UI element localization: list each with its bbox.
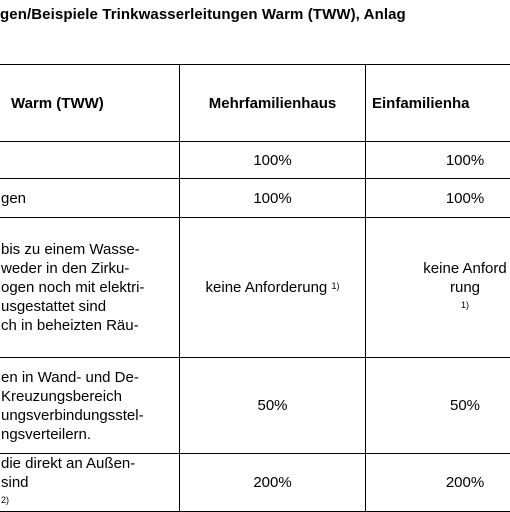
column-header-mehrfamilienhaus: Mehrfamilienhaus — [180, 65, 366, 142]
row-label-line: ngsverteilern. — [1, 425, 173, 444]
row-label-line: ch in beheizten Räu- — [1, 316, 173, 335]
cell-text: rung — [372, 278, 510, 297]
row-label — [0, 218, 180, 358]
footnote-marker: 1) — [461, 300, 469, 310]
column-header-einfamilienhaus: Einfamilienha — [366, 65, 510, 142]
row-label-line: weder in den Zirku- — [1, 259, 173, 278]
cell-einfamilienhaus: 200% — [366, 454, 510, 512]
row-label-text: sind — [1, 473, 173, 492]
cell-mehrfamilienhaus: 100% — [180, 179, 366, 218]
row-label-line: ungsverbindungsstel- — [1, 406, 173, 425]
cell-mehrfamilienhaus: 200% — [180, 454, 366, 512]
row-label-line-with-footnote — [1, 473, 173, 511]
row-label-line: gen — [1, 190, 26, 207]
row-label — [0, 454, 180, 512]
row-label-line: die direkt an Außen- — [1, 454, 173, 473]
cell-einfamilienhaus: 100% — [366, 142, 510, 179]
cell-mehrfamilienhaus: 100% — [180, 142, 366, 179]
column-header-category: Warm (TWW) — [0, 65, 180, 142]
cell-einfamilienhaus: 100% — [366, 179, 510, 218]
row-label — [0, 179, 180, 218]
cell-text-line: keine Anford — [372, 259, 510, 278]
table-row — [0, 179, 510, 218]
insulation-requirements-table — [0, 64, 510, 512]
row-label — [0, 358, 180, 454]
cell-text: keine Anforderung — [206, 279, 328, 296]
row-label — [0, 142, 180, 179]
cell-einfamilienhaus — [366, 218, 510, 358]
table-header-row — [0, 65, 510, 142]
table-row — [0, 454, 510, 512]
table-row — [0, 358, 510, 454]
row-label-line: en in Wand- und De- — [1, 368, 173, 387]
cell-mehrfamilienhaus — [180, 218, 366, 358]
row-label-line: bis zu einem Wasse- — [1, 240, 173, 259]
row-label-line: usgestattet sind — [1, 297, 173, 316]
row-label-line: Kreuzungsbereich — [1, 387, 173, 406]
table-row — [0, 218, 510, 358]
row-label-line: ogen noch mit elektri- — [1, 278, 173, 297]
footnote-marker: 2) — [1, 495, 9, 505]
cell-einfamilienhaus: 50% — [366, 358, 510, 454]
page-title: gen/Beispiele Trinkwasserleitungen Warm (TWW), Anlag — [0, 6, 406, 23]
footnote-marker: 1) — [331, 281, 339, 291]
table-row — [0, 142, 510, 179]
cell-mehrfamilienhaus: 50% — [180, 358, 366, 454]
cell-text-line-with-footnote — [372, 278, 510, 316]
